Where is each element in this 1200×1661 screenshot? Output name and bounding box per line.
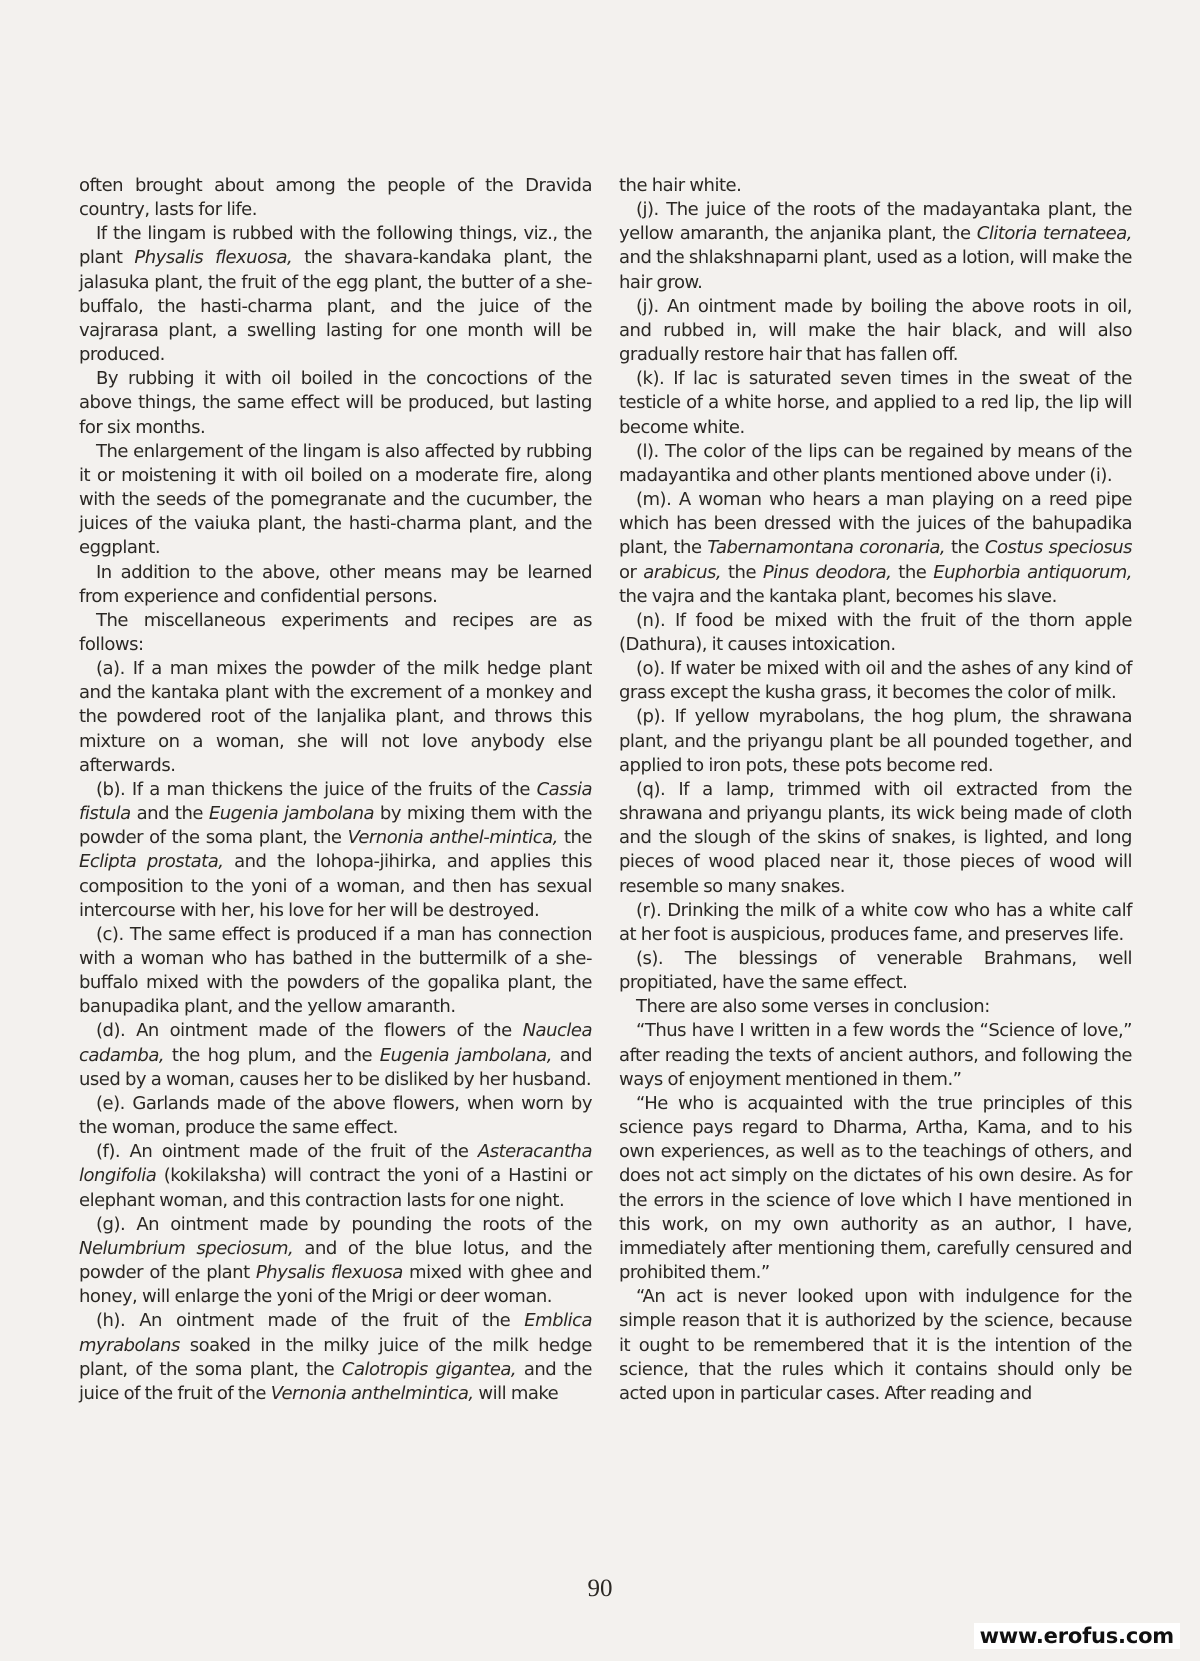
- text-run: (k). If lac is saturated seven times in the sweat of the testicle of a white horse, and applied to a red lip, the lip will become white.: [619, 368, 1132, 438]
- text-run: the shavara-kandaka plant, the jalasuka plant, the fruit of the egg plant, the butter of a she-buffalo, the hasti-charma plant, and the juice of the vajrarasa plant, a swelling lasting for one month will be produced.: [79, 247, 592, 366]
- italic-term: Eclipta prostata,: [79, 851, 224, 873]
- text-run: (b). If a man thickens the juice of the fruits of the: [96, 778, 537, 800]
- text-run: will make: [473, 1382, 559, 1404]
- text-run: (kokilaksha) will contract the yoni of a Hastini or elephant woman, and this contraction lasts for one night.: [79, 1165, 592, 1211]
- text-run: and the: [130, 803, 209, 825]
- text-run: There are also some verses in conclusion:: [636, 996, 990, 1018]
- paragraph: [619, 657, 1132, 705]
- paragraph: [619, 899, 1132, 947]
- text-run: and the lohopa-jihirka, and applies this composition to the yoni of a woman, and then has sexual intercourse with her, his love for her will be destroyed.: [79, 851, 592, 921]
- text-run: The miscellaneous experiments and recipes are as follows:: [79, 609, 592, 655]
- text-run: “He who is acquainted with the true principles of this science pays regard to Dharma, Artha, Kama, and to his own experiences, as well as to the teachings of others, and does not act simply on the dictates of his own desire. As for the errors in the science of love which I have mentioned in this work, on my own authority as an author, I have, immediately after mentioning them, carefully censured and prohibited them.”: [619, 1092, 1132, 1284]
- paragraph: [79, 609, 592, 657]
- text-run: The enlargement of the lingam is also affected by rubbing it or moistening it with oil boiled on a moderate fire, along with the seeds of the pomegranate and the cucumber, the juices of the vaiuka plant, the hasti-charma plant, and the eggplant.: [79, 440, 592, 559]
- paragraph: [79, 440, 592, 561]
- text-run: By rubbing it with oil boiled in the concoctions of the above things, the same effect will be produced, but lasting for six months.: [79, 368, 592, 438]
- text-run: the: [721, 561, 763, 583]
- paragraph: [619, 198, 1132, 295]
- paragraph: [619, 1285, 1132, 1406]
- watermark[interactable]: www.erofus.com: [974, 1623, 1180, 1649]
- text-run: the: [557, 827, 593, 849]
- paragraph: [79, 367, 592, 439]
- text-run: (m). A woman who hears a man playing on a reed pipe which has been dressed with the juices of the bahupadika plant, the: [619, 489, 1132, 559]
- italic-term: Eugenia jambolana,: [379, 1044, 552, 1066]
- paragraph: [79, 778, 592, 923]
- paragraph: [619, 995, 1132, 1019]
- text-run: (h). An ointment made of the fruit of the: [96, 1310, 525, 1332]
- italic-term: Vernonia anthel-mintica,: [347, 827, 558, 849]
- text-run: the: [891, 561, 934, 583]
- paragraph: [79, 923, 592, 1020]
- text-run: by mixing them with the powder of the soma plant, the: [79, 803, 593, 849]
- paragraph: [79, 222, 592, 367]
- text-run: (r). Drinking the milk of a white cow who has a white calf at her foot is auspicious, produces fame, and preserves life.: [619, 899, 1132, 945]
- paragraph: [619, 295, 1132, 367]
- paragraph: [619, 174, 1132, 198]
- paragraph: [619, 705, 1132, 777]
- italic-term: Euphorbia antiquorum,: [933, 561, 1132, 583]
- text-run: (f). An ointment made of the fruit of the: [96, 1141, 478, 1163]
- paragraph: [79, 1213, 592, 1310]
- text-run: or: [619, 561, 644, 583]
- text-run: often brought about among the people of the Dravida country, lasts for life.: [79, 175, 592, 221]
- italic-term: Nelumbrium speciosum,: [79, 1237, 294, 1259]
- paragraph: [79, 174, 592, 222]
- text-run: In addition to the above, other means may be learned from experience and confidential persons.: [79, 561, 592, 607]
- text-run: (q). If a lamp, trimmed with oil extracted from the shrawana and priyangu plants, its wick being made of cloth and the slough of the skins of snakes, is lighted, and long pieces of wood placed near it, those pieces of wood will resemble so many snakes.: [619, 778, 1132, 897]
- text-run: the: [945, 537, 985, 559]
- paragraph: [619, 367, 1132, 439]
- text-run: and the shlakshnaparni plant, used as a lotion, will make the hair grow.: [619, 247, 1132, 293]
- text-run: (j). The juice of the roots of the madayantaka plant, the yellow amaranth, the anjanika plant, the: [619, 199, 1132, 245]
- italic-term: Vernonia anthelmintica,: [270, 1382, 474, 1404]
- text-run: “Thus have I written in a few words the “Science of love,” after reading the texts of ancient authors, and following the ways of enjoyment mentioned in them.”: [619, 1020, 1132, 1090]
- paragraph: [619, 440, 1132, 488]
- italic-term: Pinus deodora,: [762, 561, 892, 583]
- italic-term: Nauclea cadamba,: [79, 1020, 592, 1066]
- text-run: (g). An ointment made by pounding the roots of the: [96, 1213, 592, 1235]
- italic-term: Physalis flexuosa: [255, 1262, 403, 1284]
- text-run: (o). If water be mixed with oil and the ashes of any kind of grass except the kusha grass, it becomes the color of milk.: [619, 658, 1132, 704]
- italic-term: Asteracantha longifolia: [79, 1141, 592, 1187]
- italic-term: Clitoria ternateea,: [976, 223, 1132, 245]
- paragraph: [619, 778, 1132, 899]
- text-run: (a). If a man mixes the powder of the milk hedge plant and the kantaka plant with the excrement of a monkey and the powdered root of the lanjalika plant, and throws this mixture on a woman, she will not love anybody else afterwards.: [79, 658, 592, 776]
- italic-term: Cassia fistula: [79, 778, 592, 825]
- text-run: (d). An ointment made of the flowers of the: [96, 1020, 523, 1042]
- paragraph: [79, 1092, 592, 1140]
- left-column: [79, 174, 592, 1406]
- text-run: mixed with ghee and honey, will enlarge the yoni of the Mrigi or deer woman.: [79, 1262, 592, 1308]
- text-run: and used by a woman, causes her to be disliked by her husband.: [79, 1044, 592, 1090]
- text-run: and of the blue lotus, and the powder of the plant: [79, 1237, 592, 1284]
- italic-term: Calotropis gigantea,: [341, 1358, 517, 1380]
- text-run: (e). Garlands made of the above flowers, when worn by the woman, produce the same effect.: [79, 1092, 592, 1139]
- paragraph: [619, 947, 1132, 995]
- italic-term: Tabernamontana coronaria,: [707, 537, 946, 559]
- paragraph: [619, 1019, 1132, 1091]
- text-run: If the lingam is rubbed with the following things, viz., the plant: [79, 223, 592, 269]
- paragraph: [619, 488, 1132, 609]
- italic-term: Physalis flexuosa,: [134, 247, 293, 269]
- text-run: the vajra and the kantaka plant, becomes his slave.: [619, 585, 1057, 607]
- paragraph: [619, 609, 1132, 657]
- italic-term: arabicus,: [643, 561, 722, 583]
- text-run: the hair white.: [619, 175, 742, 196]
- text-run: “An act is never looked upon with indulgence for the simple reason that it is authorized by the science, because it ought to be remembered that it is the intention of the science, that the rules which it contains should only be acted upon in particular cases. After reading and: [619, 1286, 1132, 1404]
- italic-term: Costus speciosus: [984, 537, 1132, 559]
- paragraph: [79, 657, 592, 778]
- text-run: soaked in the milky juice of the milk hedge plant, of the soma plant, the: [79, 1334, 592, 1380]
- text-run: (s). The blessings of venerable Brahmans, well propitiated, have the same effect.: [619, 948, 1132, 994]
- italic-term: Emblica myrabolans: [79, 1310, 592, 1356]
- text-run: (j). An ointment made by boiling the above roots in oil, and rubbed in, will make the hair black, and will also gradually restore hair that has fallen off.: [619, 295, 1132, 366]
- paragraph: [619, 1092, 1132, 1285]
- text-run: (p). If yellow myrabolans, the hog plum, the shrawana plant, and the priyangu plant be all pounded together, and applied to iron pots, these pots become red.: [619, 706, 1132, 776]
- paragraph: [79, 1019, 592, 1091]
- paragraph: [79, 561, 592, 609]
- italic-term: Eugenia jambolana: [208, 803, 375, 825]
- text-run: (l). The color of the lips can be regained by means of the madayantika and other plants mentioned above under (i).: [619, 440, 1132, 486]
- right-column: [619, 174, 1132, 1406]
- text-run: and the juice of the fruit of the: [79, 1358, 592, 1404]
- text-run: the hog plum, and the: [164, 1044, 380, 1066]
- page-number: 90: [587, 1575, 613, 1602]
- text-run: (n). If food be mixed with the fruit of the thorn apple (Dathura), it causes intoxication.: [619, 609, 1132, 655]
- paragraph: [79, 1140, 592, 1212]
- paragraph: [79, 1309, 592, 1406]
- text-run: (c). The same effect is produced if a man has connection with a woman who has bathed in the buttermilk of a she-buffalo mixed with the powders of the gopalika plant, the banupadika plant, and the yellow amaranth.: [79, 923, 592, 1018]
